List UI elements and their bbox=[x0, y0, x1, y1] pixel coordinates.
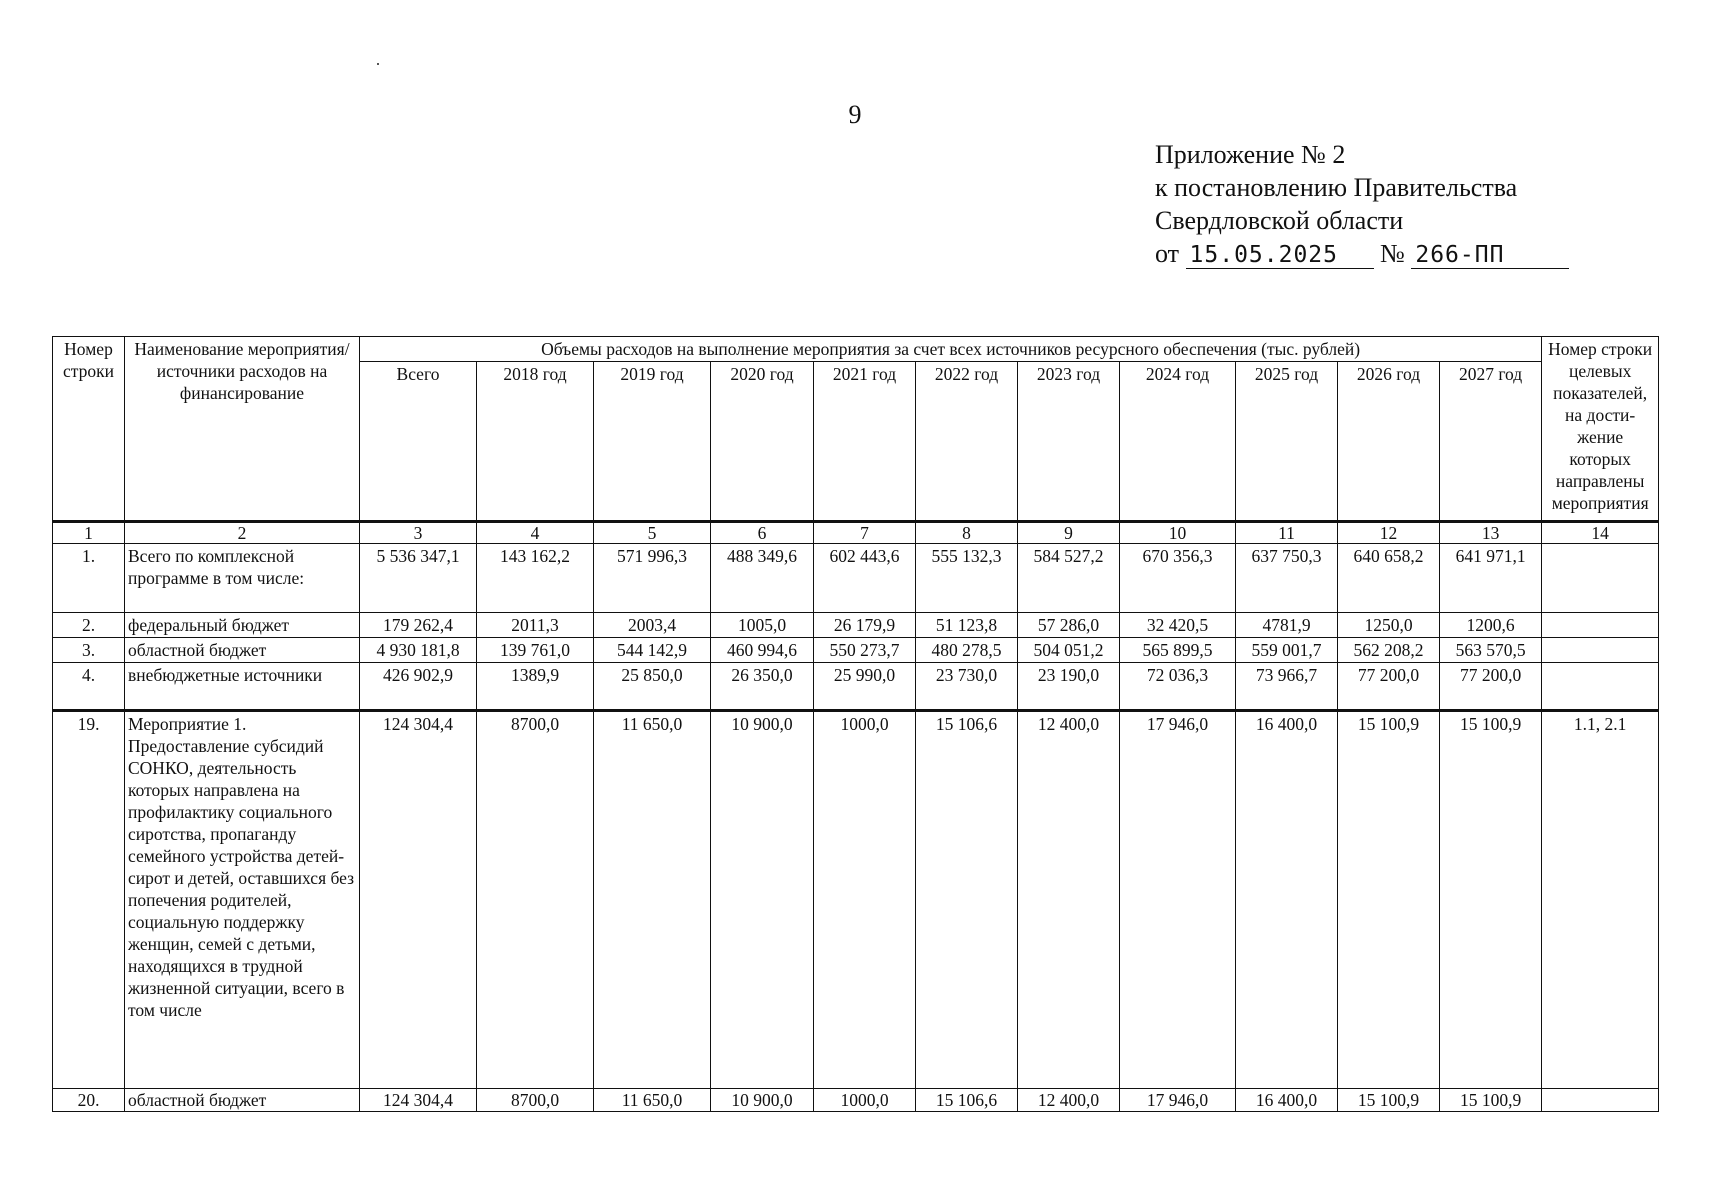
value-cell: 143 162,2 bbox=[477, 544, 594, 613]
value-cell: 1005,0 bbox=[711, 613, 814, 638]
appendix-resolution: к постановлению Правительства bbox=[1155, 173, 1518, 202]
value-cell: 57 286,0 bbox=[1018, 613, 1120, 638]
value-cell: 1000,0 bbox=[814, 1089, 916, 1112]
value-cell: 12 400,0 bbox=[1018, 1089, 1120, 1112]
row-number: 1. bbox=[53, 544, 125, 613]
row-name: Мероприятие 1. Предоставление субсидий СОНКО, деятельность которых направлена на профилактику социального сиротства, пропаганду семейного устройства детей-сирот и детей, оставшихся без попечения родителей, социальную поддержку женщин, семей с детьми, находящихся в трудной жизненной ситуации, всего в том числе bbox=[125, 711, 360, 1089]
row-number: 2. bbox=[53, 613, 125, 638]
value-cell: 670 356,3 bbox=[1120, 544, 1236, 613]
column-number: 9 bbox=[1018, 522, 1120, 544]
value-cell: 544 142,9 bbox=[594, 638, 711, 663]
target-cell bbox=[1542, 613, 1659, 638]
column-number: 2 bbox=[125, 522, 360, 544]
header-year: 2024 год bbox=[1120, 362, 1236, 522]
target-cell bbox=[1542, 663, 1659, 711]
value-cell: 563 570,5 bbox=[1440, 638, 1542, 663]
value-cell: 10 900,0 bbox=[711, 1089, 814, 1112]
value-cell: 26 179,9 bbox=[814, 613, 916, 638]
value-cell: 12 400,0 bbox=[1018, 711, 1120, 1089]
header-year: 2020 год bbox=[711, 362, 814, 522]
value-cell: 460 994,6 bbox=[711, 638, 814, 663]
value-cell: 571 996,3 bbox=[594, 544, 711, 613]
header-year: 2022 год bbox=[916, 362, 1018, 522]
column-number: 1 bbox=[53, 522, 125, 544]
column-number: 3 bbox=[360, 522, 477, 544]
value-cell: 16 400,0 bbox=[1236, 711, 1338, 1089]
row-name: областной бюджет bbox=[125, 1089, 360, 1112]
value-cell: 32 420,5 bbox=[1120, 613, 1236, 638]
row-number: 3. bbox=[53, 638, 125, 663]
column-number: 13 bbox=[1440, 522, 1542, 544]
target-cell bbox=[1542, 638, 1659, 663]
column-number: 5 bbox=[594, 522, 711, 544]
value-cell: 15 100,9 bbox=[1440, 711, 1542, 1089]
header-year: 2018 год bbox=[477, 362, 594, 522]
value-cell: 550 273,7 bbox=[814, 638, 916, 663]
page-number: 9 bbox=[848, 100, 862, 129]
budget-table bbox=[52, 336, 1659, 1112]
value-cell: 51 123,8 bbox=[916, 613, 1018, 638]
value-cell: 10 900,0 bbox=[711, 711, 814, 1089]
value-cell: 77 200,0 bbox=[1440, 663, 1542, 711]
header-year: 2026 год bbox=[1338, 362, 1440, 522]
table-row bbox=[53, 663, 1659, 711]
value-cell: 637 750,3 bbox=[1236, 544, 1338, 613]
value-cell: 73 966,7 bbox=[1236, 663, 1338, 711]
number-prefix: № bbox=[1380, 239, 1405, 268]
value-cell: 8700,0 bbox=[477, 711, 594, 1089]
table-header-row bbox=[53, 337, 1659, 362]
header-target-rows: Номер строки целевых показателей, на дости-жение которых направлены мероприятия bbox=[1542, 337, 1659, 522]
target-cell bbox=[1542, 544, 1659, 613]
value-cell: 17 946,0 bbox=[1120, 711, 1236, 1089]
value-cell: 555 132,3 bbox=[916, 544, 1018, 613]
value-cell: 1250,0 bbox=[1338, 613, 1440, 638]
value-cell: 640 658,2 bbox=[1338, 544, 1440, 613]
value-cell: 1200,6 bbox=[1440, 613, 1542, 638]
value-cell: 1389,9 bbox=[477, 663, 594, 711]
row-number: 4. bbox=[53, 663, 125, 711]
value-cell: 72 036,3 bbox=[1120, 663, 1236, 711]
value-cell: 584 527,2 bbox=[1018, 544, 1120, 613]
appendix-region: Свердловской области bbox=[1155, 206, 1404, 235]
row-name: внебюджетные источники bbox=[125, 663, 360, 711]
table-row bbox=[53, 638, 1659, 663]
row-name: федеральный бюджет bbox=[125, 613, 360, 638]
value-cell: 124 304,4 bbox=[360, 1089, 477, 1112]
value-cell: 1000,0 bbox=[814, 711, 916, 1089]
table-row bbox=[53, 711, 1659, 1089]
header-volumes: Объемы расходов на выполнение мероприятия за счет всех источников ресурсного обеспечения (тыс. рублей) bbox=[360, 337, 1542, 362]
value-cell: 179 262,4 bbox=[360, 613, 477, 638]
date-prefix: от bbox=[1155, 239, 1180, 268]
column-numbers-row bbox=[53, 522, 1659, 544]
column-number: 11 bbox=[1236, 522, 1338, 544]
column-number: 4 bbox=[477, 522, 594, 544]
value-cell: 15 106,6 bbox=[916, 711, 1018, 1089]
value-cell: 11 650,0 bbox=[594, 1089, 711, 1112]
value-cell: 480 278,5 bbox=[916, 638, 1018, 663]
column-number: 7 bbox=[814, 522, 916, 544]
header-year: 2023 год bbox=[1018, 362, 1120, 522]
header-year: 2025 год bbox=[1236, 362, 1338, 522]
value-cell: 77 200,0 bbox=[1338, 663, 1440, 711]
value-cell: 15 100,9 bbox=[1440, 1089, 1542, 1112]
value-cell: 25 850,0 bbox=[594, 663, 711, 711]
value-cell: 124 304,4 bbox=[360, 711, 477, 1089]
value-cell: 15 106,6 bbox=[916, 1089, 1018, 1112]
appendix-block bbox=[1155, 138, 1569, 270]
value-cell: 4 930 181,8 bbox=[360, 638, 477, 663]
value-cell: 565 899,5 bbox=[1120, 638, 1236, 663]
row-number: 19. bbox=[53, 711, 125, 1089]
value-cell: 504 051,2 bbox=[1018, 638, 1120, 663]
column-number: 14 bbox=[1542, 522, 1659, 544]
header-row-number: Номер строки bbox=[53, 337, 125, 522]
value-cell: 23 730,0 bbox=[916, 663, 1018, 711]
value-cell: 641 971,1 bbox=[1440, 544, 1542, 613]
target-cell: 1.1, 2.1 bbox=[1542, 711, 1659, 1089]
value-cell: 139 761,0 bbox=[477, 638, 594, 663]
column-number: 6 bbox=[711, 522, 814, 544]
value-cell: 23 190,0 bbox=[1018, 663, 1120, 711]
value-cell: 559 001,7 bbox=[1236, 638, 1338, 663]
value-cell: 16 400,0 bbox=[1236, 1089, 1338, 1112]
row-number: 20. bbox=[53, 1089, 125, 1112]
header-name: Наименование мероприятия/ источники расходов на финансирование bbox=[125, 337, 360, 522]
appendix-title: Приложение № 2 bbox=[1155, 140, 1346, 169]
value-cell: 11 650,0 bbox=[594, 711, 711, 1089]
value-cell: 17 946,0 bbox=[1120, 1089, 1236, 1112]
value-cell: 602 443,6 bbox=[814, 544, 916, 613]
resolution-number: 266-ПП bbox=[1411, 242, 1569, 269]
table-row bbox=[53, 1089, 1659, 1112]
value-cell: 25 990,0 bbox=[814, 663, 916, 711]
value-cell: 26 350,0 bbox=[711, 663, 814, 711]
value-cell: 562 208,2 bbox=[1338, 638, 1440, 663]
value-cell: 426 902,9 bbox=[360, 663, 477, 711]
value-cell: 488 349,6 bbox=[711, 544, 814, 613]
row-name: Всего по комплексной программе в том числе: bbox=[125, 544, 360, 613]
value-cell: 2003,4 bbox=[594, 613, 711, 638]
header-year: 2027 год bbox=[1440, 362, 1542, 522]
column-number: 8 bbox=[916, 522, 1018, 544]
value-cell: 2011,3 bbox=[477, 613, 594, 638]
column-number: 12 bbox=[1338, 522, 1440, 544]
table-row bbox=[53, 544, 1659, 613]
header-year: 2021 год bbox=[814, 362, 916, 522]
header-total: Всего bbox=[360, 362, 477, 522]
row-name: областной бюджет bbox=[125, 638, 360, 663]
column-number: 10 bbox=[1120, 522, 1236, 544]
value-cell: 4781,9 bbox=[1236, 613, 1338, 638]
value-cell: 8700,0 bbox=[477, 1089, 594, 1112]
value-cell: 15 100,9 bbox=[1338, 711, 1440, 1089]
resolution-date: 15.05.2025 bbox=[1186, 242, 1374, 269]
appendix-date-line bbox=[1155, 237, 1569, 270]
value-cell: 15 100,9 bbox=[1338, 1089, 1440, 1112]
value-cell: 5 536 347,1 bbox=[360, 544, 477, 613]
header-year: 2019 год bbox=[594, 362, 711, 522]
table-row bbox=[53, 613, 1659, 638]
target-cell bbox=[1542, 1089, 1659, 1112]
scan-speck bbox=[377, 63, 379, 65]
